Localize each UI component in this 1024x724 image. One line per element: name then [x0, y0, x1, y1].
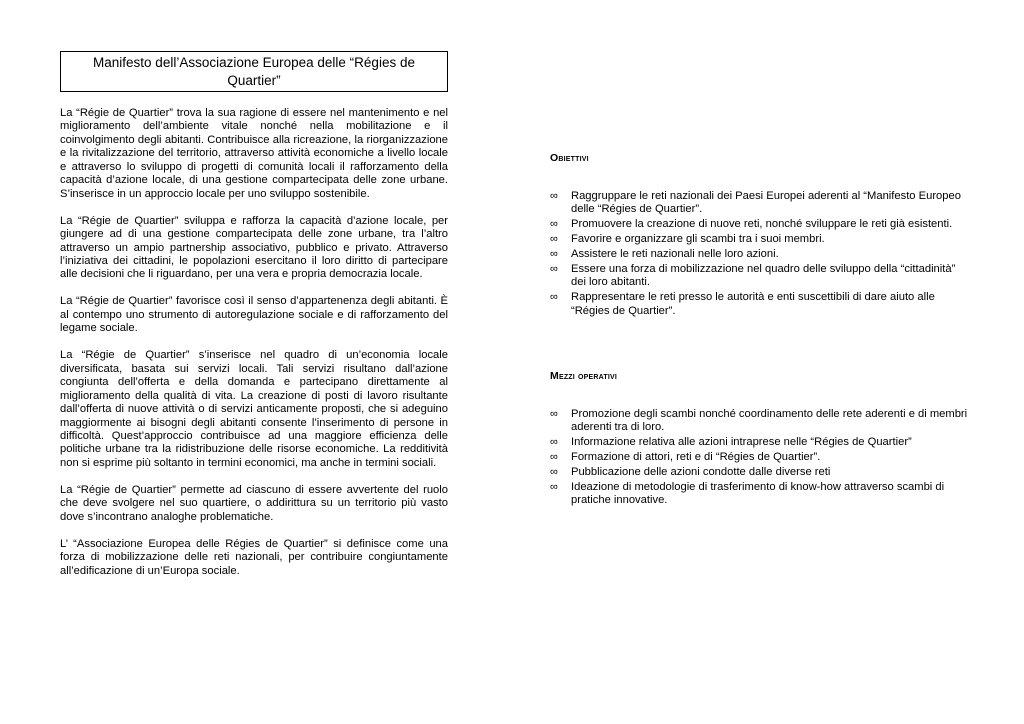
list-item-text: Promuovere la creazione di nuove reti, nonché sviluppare le reti già esistenti.	[571, 218, 953, 231]
bullet-icon: ∞	[550, 436, 558, 449]
list-item-text: Favorire e organizzare gli scambi tra i suoi membri.	[571, 233, 825, 246]
bullet-icon: ∞	[550, 466, 558, 479]
list-item-text: Promozione degli scambi nonché coordinamento delle rete aderenti e di membri aderenti tra di loro.	[571, 408, 968, 434]
list-item-text: Formazione di attori, reti e di “Régies de Quartier”.	[571, 451, 821, 464]
list-item	[550, 451, 970, 464]
mezzi-list	[550, 408, 970, 508]
list-item-text: Informazione relativa alle azioni intraprese nelle “Régies de Quartier”	[571, 436, 912, 449]
document-title: Manifesto dell’Associazione Europea delle “Régies de Quartier”	[60, 51, 448, 92]
list-item	[550, 190, 970, 217]
list-item	[550, 263, 970, 290]
bullet-icon: ∞	[550, 262, 558, 275]
section-heading-obiettivi: Obiettivi	[550, 152, 589, 164]
bullet-icon: ∞	[550, 291, 558, 304]
list-item-text: Raggruppare le reti nazionali dei Paesi Europei aderenti al “Manifesto Europeo delle “Régies de Quartier”.	[571, 190, 961, 216]
list-item	[550, 408, 970, 435]
right-column	[550, 152, 970, 509]
list-item-text: Rappresentare le reti presso le autorità e enti suscettibili di dare aiuto alle “Régies de Quartier”.	[571, 291, 935, 317]
bullet-icon: ∞	[550, 451, 558, 464]
paragraph: La “Régie de Quartier” permette ad ciascuno di essere avvertente del ruolo che deve svolgere nel suo quartiere, o addirittura su un territorio più vasto dove s’incontrano analoghe problematiche.	[60, 483, 448, 523]
list-item-text: Ideazione di metodologie di trasferimento di know-how attraverso scambi di pratiche innovative.	[571, 480, 945, 507]
list-item	[550, 248, 970, 261]
list-item	[550, 466, 970, 479]
list-item	[550, 436, 970, 449]
list-item-text: Assistere le reti nazionali nelle loro azioni.	[571, 247, 779, 260]
list-item	[550, 233, 970, 246]
bullet-icon: ∞	[550, 218, 558, 231]
list-item-text: Essere una forza di mobilizzazione nel quadro delle sviluppo della “cittadinità” dei loro abitanti.	[571, 262, 956, 289]
list-item	[550, 291, 970, 318]
bullet-icon: ∞	[550, 233, 558, 246]
paragraph: La “Régie de Quartier” favorisce così il senso d’appartenenza degli abitanti. È al contempo uno strumento di autoregulazione sociale e di rafforzamento del legame sociale.	[60, 295, 448, 335]
section-heading-mezzi-operativi: Mezzi operativi	[550, 370, 618, 383]
bullet-icon: ∞	[550, 247, 558, 260]
bullet-icon: ∞	[550, 480, 558, 493]
paragraph: L’ “Associazione Europea delle Régies de Quartier” si definisce come una forza di mobilizzazione delle reti nazionali, per contribuire congiuntamente all’edificazione di un’Europa sociale.	[60, 537, 448, 577]
obiettivi-list	[550, 190, 970, 318]
bullet-icon: ∞	[550, 408, 558, 421]
paragraph: La “Régie de Quartier” s’inserisce nel quadro di un’economia locale diversificata, basata sui servizi locali. Tali servizi risultano dall’azione congiunta dell’offerta e della domanda e partecipano direttamente al miglioramento della qualità di vita. La creazione di posti di lavoro risultante dall’offerta di nuove attività o di servizi anticamente proposti, che si adeguino maggiormente ai bisogni degli abitanti consente l’inserimento di persone in difficoltà. Quest’approccio contribuisce ad una maggiore efficienza delle politiche urbane tra la ridistribuzione delle risorse economiche. La redditività non si esprime più soltanto in termini economici, ma anche in termini sociali.	[60, 349, 448, 469]
list-item-text: Pubblicazione delle azioni condotte dalle diverse reti	[571, 466, 831, 479]
paragraph: La “Régie de Quartier” sviluppa e rafforza la capacità d’azione locale, per giungere ad di una gestione compartecipata delle zone urbane, tra l’altro attraverso un ampio partnership associativo, pubblico e privato. Attraverso l’iniziativa dei cittadini, le popolazioni esercitano il loro diritto di partecipare alle decisioni che li riguardano, per una vera e propria democrazia locale.	[60, 214, 448, 281]
bullet-icon: ∞	[550, 190, 558, 202]
list-item	[550, 218, 970, 231]
list-item	[550, 481, 970, 508]
left-column	[60, 51, 448, 592]
paragraph: La “Régie de Quartier” trova la sua ragione di essere nel mantenimento e nel miglioramento dell’ambiente vitale nonché nella mobilitazione e il coinvolgimento degli abitanti. Contribuisce alla ricreazione, la riorganizzazione e la rivitalizzazione del territorio, attraverso attività economiche a livello locale e attraverso lo sviluppo di progetti di comunità locali il rafforzamento della capacità d’azione locale, di una gestione compartecipata delle zone urbane. S’inserisce in un approccio locale per uno sviluppo sostenibile.	[60, 107, 448, 200]
